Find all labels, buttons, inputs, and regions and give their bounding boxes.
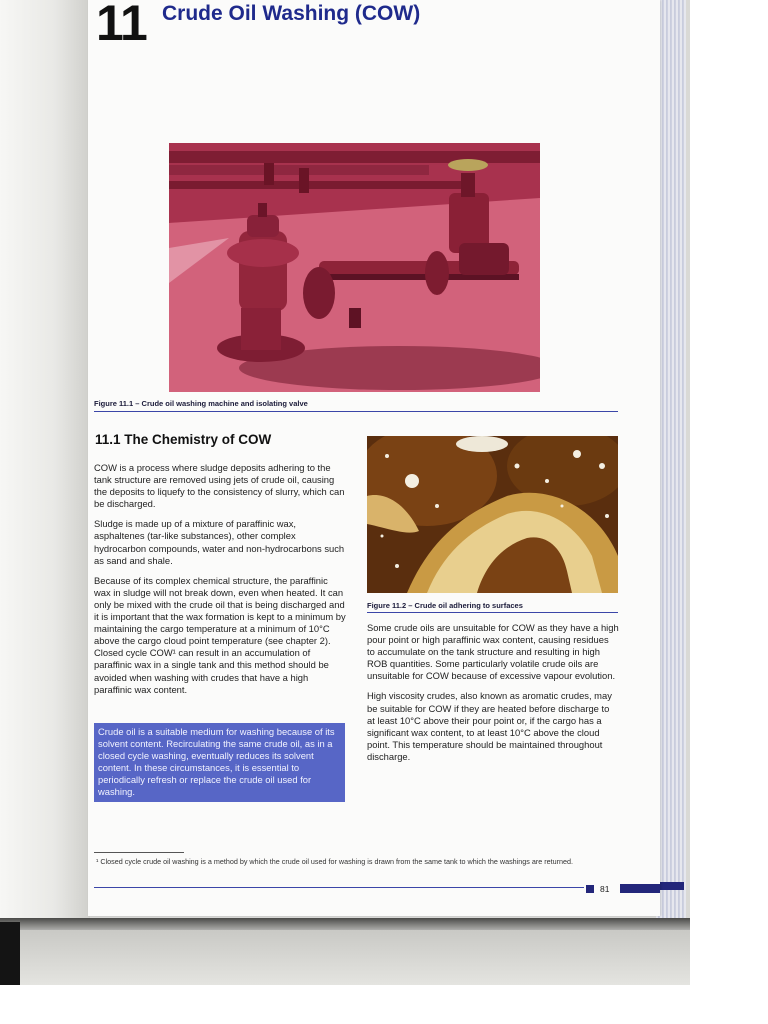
desk-surface <box>20 930 690 985</box>
page-number: 81 <box>600 884 610 894</box>
paragraph: Sludge is made up of a mixture of paraffinic wax, asphaltenes (tar-like substances), other complex hydrocarbon compounds, water and non-hydrocarbons such as sand and shale. <box>94 518 345 566</box>
caption-rule <box>367 612 618 613</box>
callout-box <box>94 723 345 802</box>
caption-rule <box>94 411 618 412</box>
page-stack-edges <box>656 0 686 918</box>
dark-corner <box>0 922 20 985</box>
right-column <box>367 622 619 771</box>
chapter-title: Crude Oil Washing (COW) <box>162 2 421 25</box>
facing-page-edge <box>0 0 90 922</box>
paragraph: Some crude oils are unsuitable for COW as they have a high pour point or high paraffinic wax content, causing residues to accumulate on the tank structure and resulting in high ROB quantities. Some particularly volatile crude oils are unsuitable for COW because of excessive vapour evolution. <box>367 622 619 682</box>
paragraph: Because of its complex chemical structure, the paraffinic wax in sludge will not break down, even when heated. It can only be mixed with the crude oil that is being discharged and it is important that the wax formation is kept to a minimum by maintaining the cargo temperature at a minimum of 10°C above the cargo cloud point temperature (see chapter 2). Closed cycle COW¹ can result in an accumulation of paraffinic wax in a single tank and this method should be avoided when washing with crudes that have a high paraffinic wax content. <box>94 574 346 695</box>
paragraph: High viscosity crudes, also known as aromatic crudes, may be suitable for COW if they are heated before discharge to at least 10°C above their pour point or, if the cargo has a significant wax content, to at least 10°C above the cloud point. This temperature should be maintained throughout discharge. <box>367 690 612 762</box>
figure-1-photo <box>169 143 540 392</box>
left-column <box>94 462 346 704</box>
footnote-rule <box>94 852 184 853</box>
footnote: ¹ Closed cycle crude oil washing is a method by which the crude oil used for washing is drawn from the same tank to which the washings are returned. <box>96 857 574 866</box>
figure-2-photo <box>367 436 618 593</box>
section-heading: 11.1 The Chemistry of COW <box>95 432 272 447</box>
callout-text: Crude oil is a suitable medium for washing because of its solvent content. Recirculating the same crude oil, as in a closed cycle washing, eventually reduces its solvent content. In these circumstances, it is essential to periodically refresh or replace the crude oil used for washing. <box>98 726 335 798</box>
figure-1-caption: Figure 11.1 – Crude oil washing machine and isolating valve <box>94 399 308 408</box>
thumb-index-mark <box>656 882 684 890</box>
footer-marker <box>586 885 594 893</box>
footer-bar <box>620 884 660 893</box>
paragraph: COW is a process where sludge deposits adhering to the tank structure are removed using jets of crude oil, causing the deposits to liquefy to the consistency of slurry, which can be discharged. <box>94 462 345 510</box>
footer-line <box>94 887 584 888</box>
chapter-number: 11 <box>96 0 147 51</box>
figure-2-caption: Figure 11.2 – Crude oil adhering to surfaces <box>367 601 523 610</box>
